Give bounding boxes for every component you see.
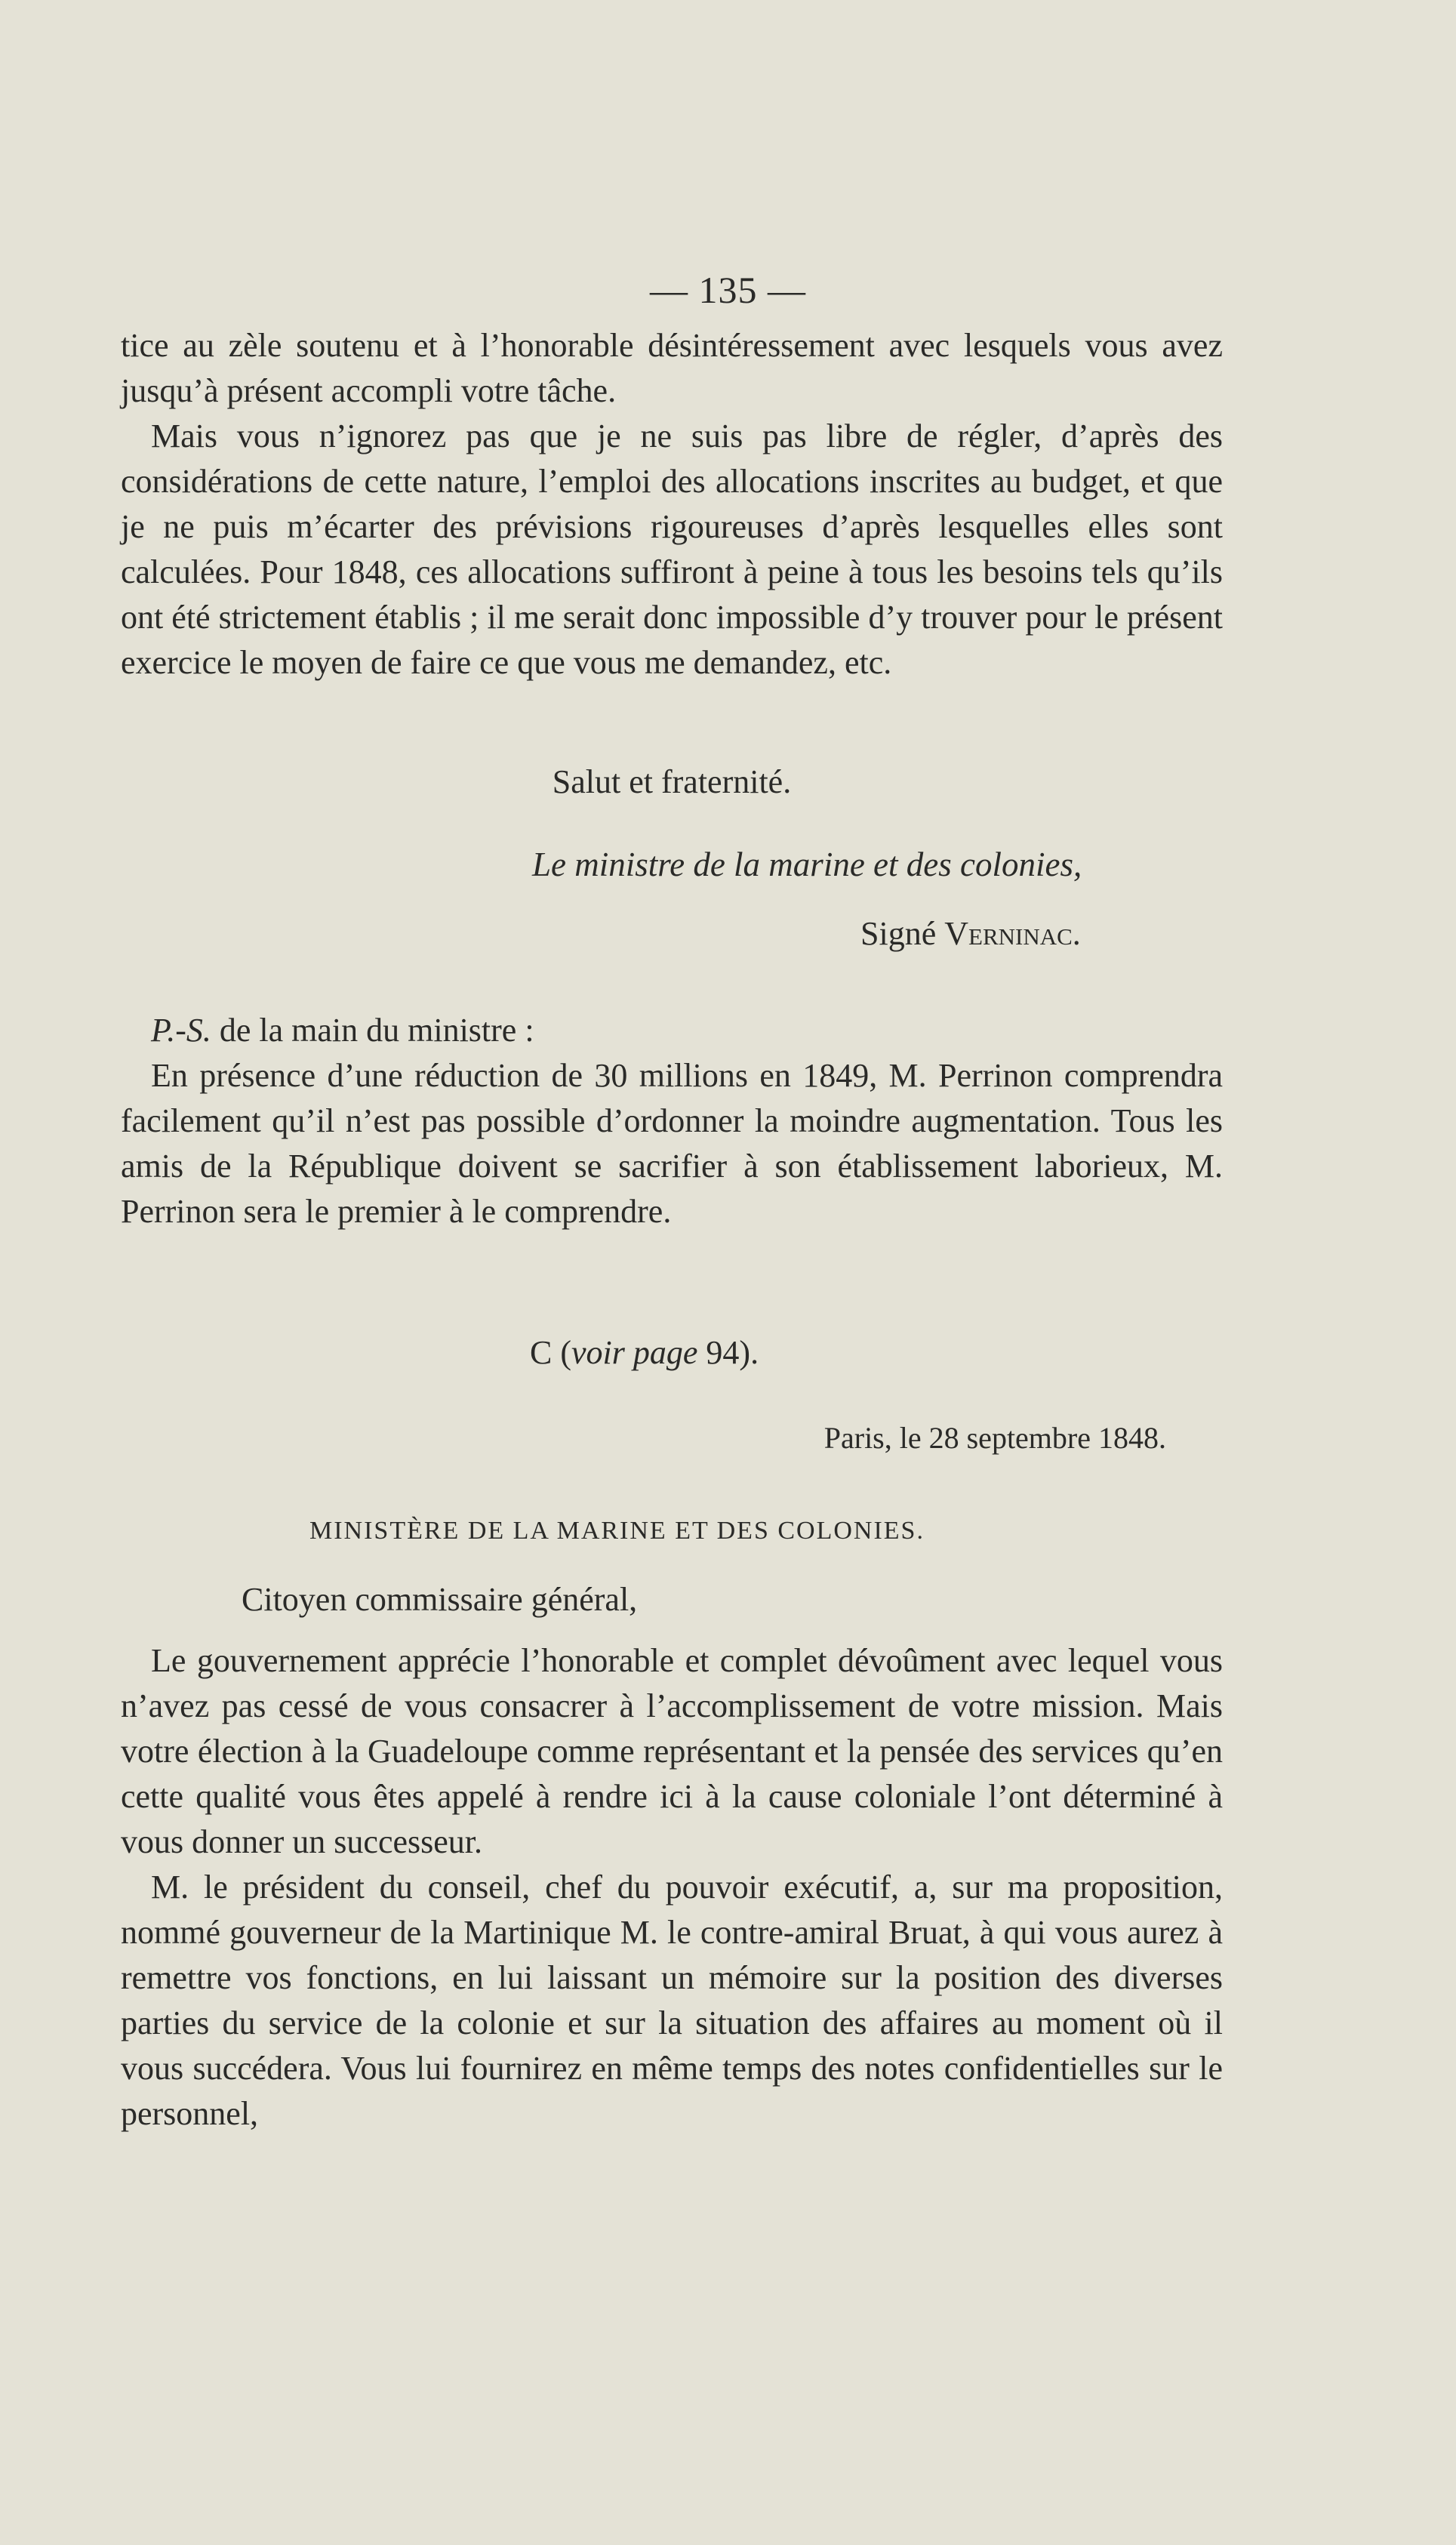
paragraph: tice au zèle soutenu et à l’honorable désintéressement avec lesquels vous avez jusqu’à présent accompli votre tâche. bbox=[121, 327, 1223, 409]
postscript bbox=[121, 1053, 1223, 1234]
paragraph: Mais vous n’ignorez pas que je ne suis pas libre de régler, d’après des considérations de cette nature, l’emploi des allocations inscrites au budget, et que je ne puis m’écarter des prévisions rigoureuses d’après lesquelles elles sont calculées. Pour 1848, ces allocations suffiront à peine à tous les besoins tels qu’ils ont été strictement établis ; il me serait donc impossible d’y trouver pour le présent exercice le moyen de faire ce que vous me demandez, etc. bbox=[121, 417, 1223, 681]
paragraph: En présence d’une réduction de 30 millions en 1849, M. Perrinon comprendra facilement qu’il n’est pas possible d’ordonner la moindre augmentation. Tous les amis de la République doivent se sacrifier à son établissement laborieux, M. Perrinon sera le premier à le comprendre. bbox=[121, 1057, 1223, 1230]
minister-title: Le ministre de la marine et des colonies, bbox=[532, 846, 1082, 883]
salutation-line bbox=[121, 1577, 1223, 1622]
annex-letter: C bbox=[530, 1334, 553, 1371]
page-number: — 135 — bbox=[650, 269, 806, 311]
letter-body bbox=[121, 1638, 1223, 2137]
letter-continuation bbox=[121, 323, 1223, 686]
annex-reference bbox=[121, 1330, 1223, 1376]
annex-ref-open: ( bbox=[552, 1334, 572, 1371]
closing-salutation: Salut et fraternité. bbox=[552, 763, 792, 800]
postscript-intro bbox=[121, 1008, 1223, 1053]
signatory-name: Verninac. bbox=[944, 915, 1081, 952]
postscript-label: P.-S. bbox=[151, 1012, 211, 1049]
signature-line bbox=[121, 911, 1223, 957]
signed-label: Signé bbox=[860, 915, 937, 952]
annex-ref-page: 94). bbox=[697, 1334, 759, 1371]
ministry-heading-text: MINISTÈRE DE LA MARINE ET DES COLONIES. bbox=[309, 1517, 925, 1545]
salutation: Citoyen commissaire général, bbox=[242, 1581, 638, 1618]
signature-title-line bbox=[121, 842, 1223, 887]
place-date: Paris, le 28 septembre 1848. bbox=[823, 1421, 1166, 1455]
postscript-intro-text: de la main du ministre : bbox=[211, 1012, 534, 1049]
paragraph: M. le président du conseil, chef du pouvoir exécutif, a, sur ma proposition, nommé gouverneur de la Martinique M. le contre-amiral Bruat, à qui vous aurez à remettre vos fonctions, en lui laissant un mémoire sur la position des diverses parties du service de la colonie et sur la situation des affaires au moment où il vous succédera. Vous lui fournirez en même temps des notes confidentielles sur le personnel, bbox=[121, 1869, 1223, 2132]
annex-ref-voir: voir page bbox=[571, 1334, 698, 1371]
ministry-heading bbox=[121, 1508, 1223, 1554]
paragraph: Le gouvernement apprécie l’honorable et complet dévoûment avec lequel vous n’avez pas cessé de vous consacrer à l’accomplissement de votre mission. Mais votre élection à la Guadeloupe comme représentant et la pensée des services qu’en cette qualité vous êtes appelé à rendre ici à la cause coloniale l’ont déterminé à vous donner un successeur. bbox=[121, 1642, 1223, 1860]
